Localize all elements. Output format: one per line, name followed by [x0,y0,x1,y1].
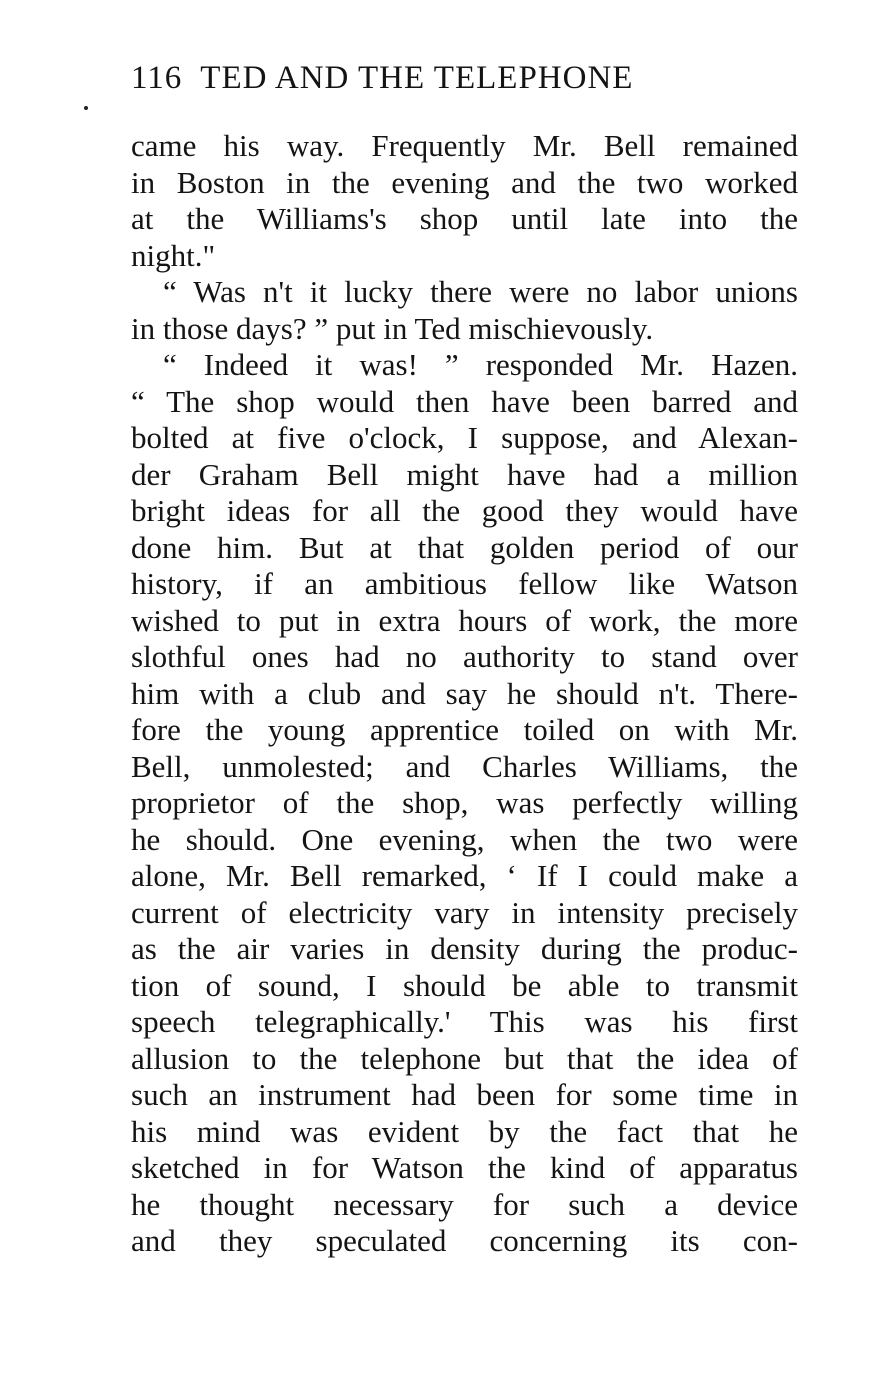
text-line: done him. But at that golden period of our [131,529,798,565]
text-line: “ Indeed it was! ” responded Mr. Hazen. [163,347,798,382]
text-line: him with a club and say he should n't. There- [131,675,798,711]
text-line: sketched in for Watson the kind of apparatus [131,1150,798,1185]
running-head [131,60,801,104]
text-line: in those days? ” put in Ted mischievously. [131,310,654,346]
text-line: current of electricity vary in intensity precisely [131,894,798,930]
text-line: allusion to the telephone but that the idea of [131,1040,798,1076]
text-line: proprietor of the shop, was perfectly willing [131,785,798,820]
text-line: came his way. Frequently Mr. Bell remained [131,128,798,163]
text-line: he thought necessary for such a device [131,1186,798,1222]
text-line: his mind was evident by the fact that he [131,1113,798,1149]
text-line: history, if an ambitious fellow like Watson [131,566,798,601]
text-line: wished to put in extra hours of work, the more [131,602,798,638]
text-line: slothful ones had no authority to stand over [131,639,798,674]
text-line: fore the young apprentice toiled on with Mr. [131,712,798,747]
text-line: der Graham Bell might have had a million [131,456,798,492]
text-line: Bell, unmolested; and Charles Williams, the [131,748,798,784]
body-text [131,128,798,1260]
text-line: such an instrument had been for some time in [131,1077,798,1112]
text-line: he should. One evening, when the two were [131,821,798,857]
text-line: bright ideas for all the good they would have [131,493,798,528]
text-line: in Boston in the evening and the two worked [131,164,798,200]
text-line: tion of sound, I should be able to transmit [131,967,798,1003]
text-line: at the Williams's shop until late into the [131,201,798,236]
text-line: alone, Mr. Bell remarked, ‘ If I could make a [131,858,798,893]
page-number: 116 [131,60,183,96]
text-line: night." [131,237,216,273]
text-line: “ The shop would then have been barred and [131,383,798,419]
text-line: bolted at five o'clock, I suppose, and Alexan- [131,420,798,455]
print-speck [84,106,88,110]
text-line: as the air varies in density during the produc- [131,931,798,966]
text-line: speech telegraphically.' This was his first [131,1004,798,1039]
text-line: “ Was n't it lucky there were no labor unions [163,274,798,309]
book-title: TED AND THE TELEPHONE [200,60,634,96]
text-line: and they speculated concerning its con- [131,1223,798,1258]
